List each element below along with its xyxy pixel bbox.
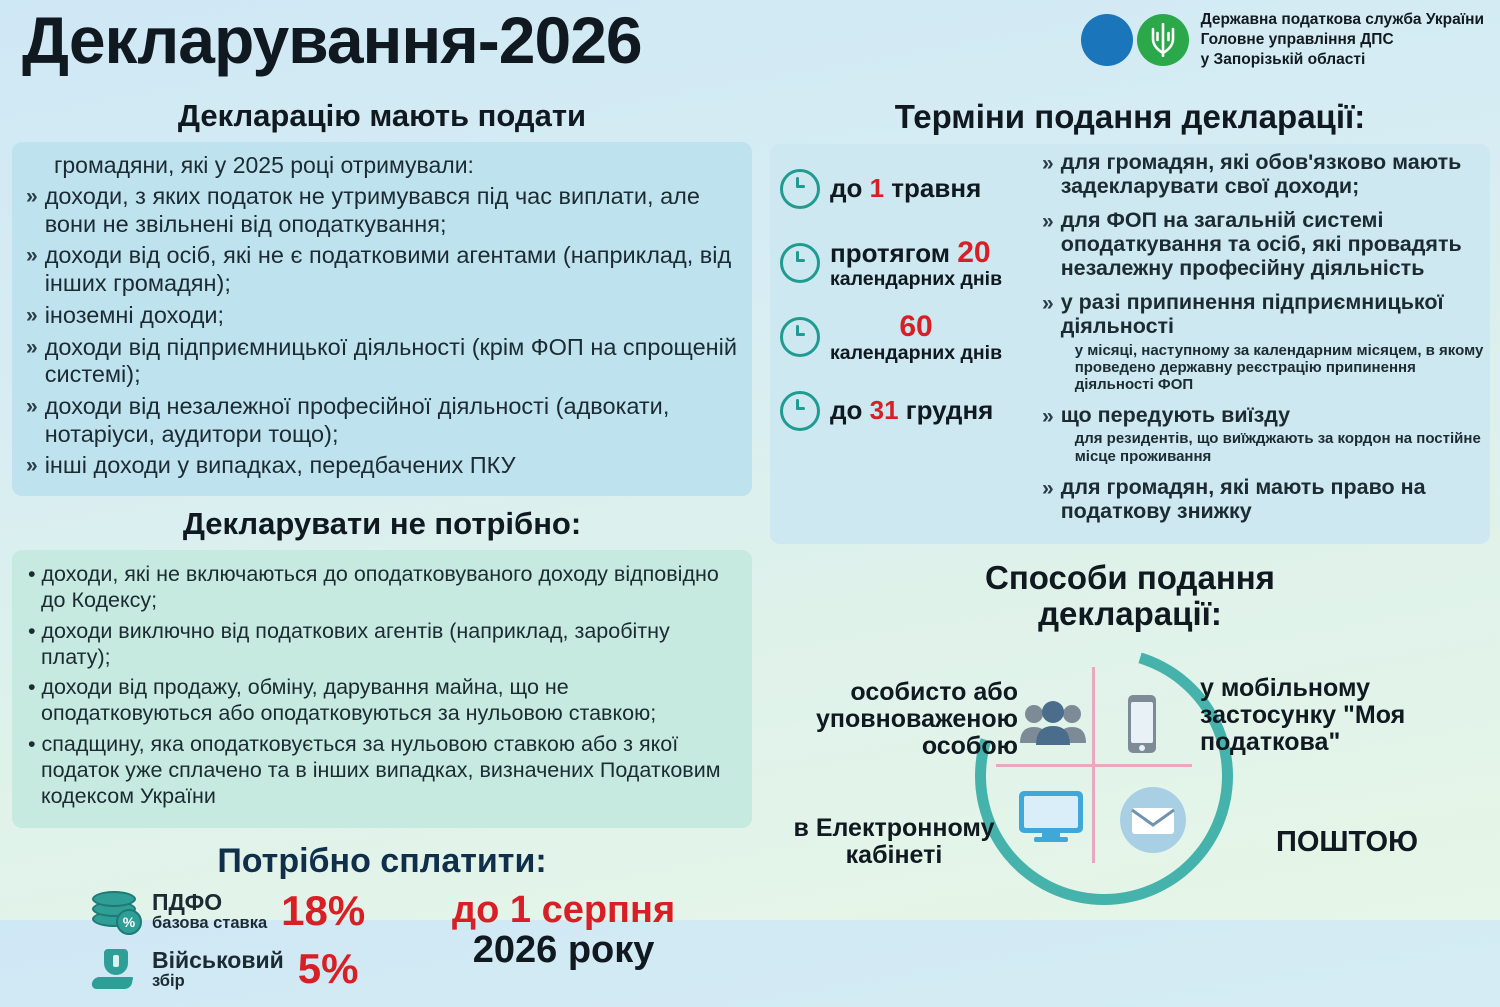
list-item-label: доходи від підприємницької діяльності (крім ФОП на спрощеній системі); bbox=[44, 333, 737, 388]
payment-row-pdfo bbox=[92, 887, 365, 935]
chevron-double-right-icon: » bbox=[1042, 210, 1054, 234]
list-item bbox=[28, 619, 736, 671]
deadline-description bbox=[1042, 403, 1484, 465]
who-must-file-panel bbox=[12, 142, 752, 496]
list-item bbox=[28, 562, 736, 614]
org-line-2: Головне управління ДПС bbox=[1200, 30, 1394, 48]
list-item bbox=[26, 302, 738, 330]
clock-icon bbox=[780, 391, 820, 431]
submission-methods-title bbox=[770, 560, 1490, 633]
mobile-phone-icon bbox=[1122, 693, 1162, 760]
list-item bbox=[26, 452, 738, 480]
period-accent: 20 bbox=[957, 236, 991, 270]
bullet-dot-icon: • bbox=[28, 562, 42, 587]
deadlines-descriptions bbox=[1042, 150, 1484, 533]
payment-label bbox=[152, 890, 267, 933]
chevron-double-right-icon: » bbox=[26, 244, 38, 268]
deadline-description bbox=[1042, 290, 1484, 393]
chevron-double-right-icon: » bbox=[1042, 152, 1054, 175]
org-line-1: Державна податкова служба України bbox=[1200, 11, 1484, 28]
page-title: Декларування-2026 bbox=[22, 3, 642, 77]
deadline-period bbox=[780, 300, 1036, 374]
deadline-description-text bbox=[1061, 290, 1484, 393]
ring-decoration bbox=[930, 601, 1279, 950]
bullet-dot-icon: • bbox=[28, 731, 42, 756]
period-accent: 31 bbox=[869, 395, 899, 426]
period-accent: 60 bbox=[899, 310, 933, 344]
chevron-double-right-icon: » bbox=[26, 303, 38, 327]
divider-horizontal bbox=[996, 764, 1192, 767]
submission-method-mobile-app: у мобільному застосунку "Моя податкова" bbox=[1200, 673, 1406, 756]
payment-name: ПДФО bbox=[152, 889, 223, 916]
submission-method-post: ПОШТОЮ bbox=[1276, 825, 1418, 858]
payment-row-military bbox=[92, 945, 358, 993]
list-item-label: іноземні доходи; bbox=[44, 301, 225, 328]
payment-sub: збір bbox=[152, 971, 185, 990]
submission-methods-title-line2: декларації: bbox=[1038, 595, 1222, 633]
organization-logo-block bbox=[1081, 10, 1484, 69]
list-item-label: доходи від продажу, обміну, дарування майна, що не оподатковуються або оподатковуються за нульовою ставкою; bbox=[41, 675, 657, 726]
org-line-3: у Запорізькій області bbox=[1200, 50, 1366, 68]
deadline-period-text bbox=[830, 237, 1002, 289]
deadline-period bbox=[780, 152, 1036, 226]
payment-name: Військовий bbox=[152, 947, 284, 974]
period-post: травня bbox=[884, 173, 982, 204]
chevron-double-right-icon: » bbox=[26, 185, 38, 208]
submission-method-e-cabinet: в Електронному кабінеті bbox=[793, 813, 995, 869]
deadline-period-text bbox=[830, 397, 993, 424]
period-accent: 1 bbox=[869, 173, 885, 204]
period-post: грудня bbox=[898, 395, 994, 426]
submission-methods-title-line1: Способи подання bbox=[985, 559, 1275, 596]
deadline-period-text bbox=[830, 175, 981, 202]
payment-rate: 5% bbox=[297, 945, 359, 993]
chevron-double-right-icon: » bbox=[26, 335, 38, 359]
list-item-label: доходи, які не включаються до оподатковуваного доходу відповідно до Кодексу; bbox=[41, 562, 719, 612]
deadline-description bbox=[1042, 208, 1484, 280]
list-item bbox=[26, 334, 738, 389]
submission-method-in-person: особисто або уповноваженою особою bbox=[816, 677, 1018, 760]
list-item bbox=[28, 732, 736, 809]
clock-icon bbox=[780, 243, 820, 283]
deadline-description-text: для ФОП на загальній системі оподаткування та осіб, які провадять незалежну професійну діяльність bbox=[1060, 208, 1462, 281]
payment-rate: 18% bbox=[281, 887, 366, 935]
period-pre: протягом bbox=[830, 238, 958, 269]
deadline-description-text: для громадян, які мають право на податкову знижку bbox=[1060, 474, 1426, 523]
list-item-label: доходи, з яких податок не утримувався під час виплати, але вони не звільнені від оподаткування; bbox=[44, 183, 700, 237]
payment-section-title: Потрібно сплатити: bbox=[217, 842, 547, 881]
deadline-period bbox=[780, 374, 1036, 448]
period-pre: до bbox=[830, 173, 870, 204]
period-sub: календарних днів bbox=[830, 341, 1003, 364]
logo-marks bbox=[1081, 14, 1189, 66]
payment-grid bbox=[12, 887, 752, 1007]
who-must-file-intro: громадяни, які у 2025 році отримували: bbox=[54, 152, 474, 178]
logo-blue-circle-icon bbox=[1081, 14, 1133, 66]
coins-icon: % bbox=[92, 891, 138, 931]
period-sub: календарних днів bbox=[830, 267, 1003, 290]
deadlines-panel bbox=[770, 144, 1490, 544]
deadline-period-text bbox=[830, 311, 1002, 363]
list-item bbox=[26, 242, 738, 297]
clock-icon bbox=[780, 169, 820, 209]
payment-sub: базова ставка bbox=[152, 913, 268, 932]
submission-methods-diagram bbox=[770, 637, 1490, 907]
chevron-double-right-icon: » bbox=[1042, 476, 1054, 500]
deadline-description-main: у разі припинення підприємницької діяльності bbox=[1060, 290, 1444, 339]
deadline-description-main: що передують виїзду bbox=[1060, 403, 1291, 428]
list-item-label: інші доходи у випадках, передбачених ПКУ bbox=[44, 452, 516, 479]
not-required-panel bbox=[12, 550, 752, 828]
deadlines-periods bbox=[780, 152, 1036, 448]
bullet-dot-icon: • bbox=[28, 618, 42, 643]
list-item bbox=[26, 183, 738, 238]
not-required-title: Декларувати не потрібно: bbox=[182, 506, 582, 542]
left-column bbox=[12, 98, 752, 1007]
payment-deadline-line1: до 1 серпня bbox=[452, 889, 676, 932]
deadlines-title: Терміни подання декларації: bbox=[894, 98, 1366, 135]
deadline-description bbox=[1042, 475, 1484, 523]
list-item-label: спадщину, яка оподатковується за нульовою ставкою або з якої податок уже сплачено та в інших випадках, визначених Податковим кодексом України bbox=[41, 731, 721, 808]
chevron-double-right-icon: » bbox=[1042, 292, 1054, 316]
bullet-dot-icon: • bbox=[28, 675, 42, 700]
chevron-double-right-icon: » bbox=[26, 454, 38, 478]
deadline-description-fine: у місяці, наступному за календарним місяцем, в якому проведено державну реєстрацію припинення діяльності ФОП bbox=[1074, 341, 1484, 394]
mail-envelope-icon bbox=[1118, 785, 1188, 860]
chevron-double-right-icon: » bbox=[1042, 405, 1054, 429]
right-column bbox=[770, 98, 1490, 907]
deadline-period bbox=[780, 226, 1036, 300]
period-pre: до bbox=[830, 395, 870, 426]
chevron-double-right-icon: » bbox=[26, 395, 38, 419]
deadline-description bbox=[1042, 150, 1484, 198]
deadline-description-text bbox=[1061, 403, 1484, 465]
payment-label bbox=[152, 948, 284, 991]
list-item bbox=[28, 675, 736, 727]
list-item-label: доходи від осіб, які не є податковими агентами (наприклад, від інших громадян); bbox=[44, 242, 732, 297]
list-item-label: доходи від незалежної професійної діяльності (адвокати, нотаріуси, аудитори тощо); bbox=[44, 393, 670, 447]
list-item bbox=[26, 393, 738, 448]
clock-icon bbox=[780, 317, 820, 357]
payment-deadline-line2: 2026 року bbox=[472, 929, 655, 972]
monitor-icon bbox=[1018, 789, 1084, 848]
people-icon bbox=[1018, 699, 1090, 752]
deadline-description-fine: для резидентів, що виїжджають за кордон на постійне місце проживання bbox=[1074, 430, 1481, 465]
who-must-file-title: Декларацію мають подати bbox=[177, 98, 587, 133]
payment-deadline bbox=[452, 891, 675, 971]
deadline-description-text: для громадян, які обов'язково мають задекларувати свої доходи; bbox=[1060, 150, 1462, 199]
list-item-label: доходи виключно від податкових агентів (наприклад, заробітну плату); bbox=[41, 618, 670, 669]
organization-name bbox=[1201, 10, 1484, 69]
logo-trident-icon bbox=[1137, 14, 1189, 66]
military-levy-icon bbox=[92, 949, 138, 989]
